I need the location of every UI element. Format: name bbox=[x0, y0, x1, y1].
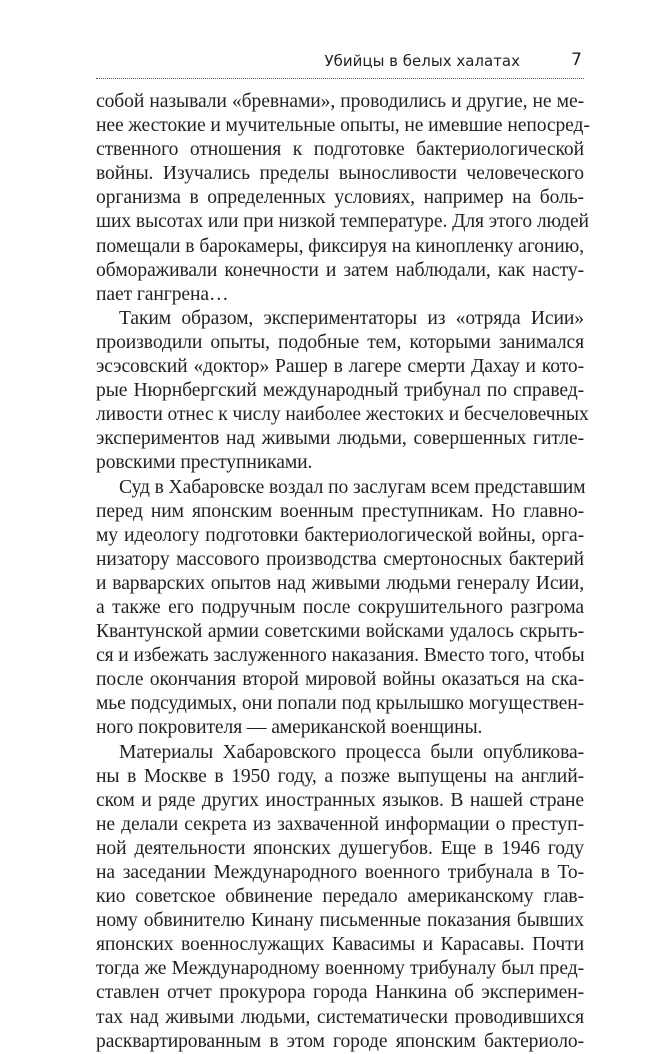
text-line: нее жестокие и мучительные опыты, не имевшие непосред- bbox=[96, 115, 590, 137]
text-line: рые Нюрнбергский международный трибунал по справед- bbox=[96, 380, 584, 402]
text-line: ставлен отчет прокурора города Нанкина об эксперимен- bbox=[96, 982, 584, 1004]
text-line: ровскими преступниками. bbox=[96, 452, 313, 474]
text-line: кио советское обвинение передало американскому глав- bbox=[96, 886, 584, 908]
paragraph bbox=[96, 90, 590, 307]
text-line: после окончания второй мировой войны оказаться на ска- bbox=[96, 669, 584, 691]
running-title: Убийцы в белых халатах bbox=[324, 52, 520, 70]
text-line: му идеологу подготовки бактериологической войны, орга- bbox=[96, 524, 584, 546]
text-line: ших высотах или при низкой температуре. Для этого людей bbox=[96, 211, 589, 233]
paragraph bbox=[96, 476, 584, 741]
text-line: экспериментов над живыми людьми, совершенных гитле- bbox=[96, 428, 584, 450]
body-text bbox=[96, 90, 590, 1054]
text-line: на заседании Международного военного трибунала в То- bbox=[96, 862, 584, 883]
text-line: организма в определенных условиях, например на боль- bbox=[96, 187, 584, 209]
text-line: Материалы Хабаровского процесса были опубликова- bbox=[119, 741, 584, 763]
text-line: ся и избежать заслуженного наказания. Вместо того, чтобы bbox=[96, 645, 585, 667]
text-line: японских военнослужащих Кавасимы и Карасавы. Почти bbox=[96, 934, 584, 956]
text-line: эсэсовский «доктор» Рашер в лагере смерти Дахау и кото- bbox=[96, 356, 584, 378]
text-line: ственного отношения к подготовке бактериологической bbox=[96, 139, 584, 161]
text-line: а также его подручным после сокрушительного разгрома bbox=[96, 596, 584, 618]
text-line: не делали секрета из захваченной информации о преступ- bbox=[96, 813, 584, 835]
text-line: пает гангрена… bbox=[96, 283, 229, 305]
text-line: Таким образом, экспериментаторы из «отряда Исии» bbox=[119, 307, 584, 329]
text-line: ском и ряде других иностранных языков. В нашей стране bbox=[96, 789, 584, 811]
text-line: низатору массового производства смертоносных бактерий bbox=[96, 548, 584, 570]
paragraph bbox=[96, 741, 584, 1054]
text-line: Квантунской армии советскими войсками удалось скрыть- bbox=[96, 621, 584, 643]
text-line: ны в Москве в 1950 году, а позже выпущены на англий- bbox=[96, 765, 584, 787]
page-number: 7 bbox=[571, 50, 582, 70]
text-line: мье подсудимых, они попали под крылышко могуществен- bbox=[96, 693, 584, 715]
running-header bbox=[96, 46, 584, 76]
text-line: ной деятельности японских душегубов. Еще в 1946 году bbox=[96, 837, 584, 859]
text-line: тогда же Международному военному трибуналу был пред- bbox=[96, 958, 584, 980]
text-line: ного покровителя — американской военщины. bbox=[96, 717, 483, 739]
text-line: собой называли «бревнами», проводились и другие, не ме- bbox=[96, 91, 584, 112]
paragraph bbox=[96, 307, 589, 476]
text-line: обмораживали конечности и затем наблюдали, как насту- bbox=[96, 259, 584, 281]
text-line: ному обвинителю Кинану письменные показания бывших bbox=[96, 910, 584, 932]
header-divider bbox=[96, 78, 584, 79]
text-line: помещали в барокамеры, фиксируя на кинопленку агонию, bbox=[96, 235, 584, 257]
text-line: расквартированным в этом городе японским бактериоло- bbox=[96, 1030, 584, 1052]
text-line: перед ним японским военным преступникам. Но главно- bbox=[96, 500, 584, 522]
text-line: Суд в Хабаровске воздал по заслугам всем представшим bbox=[119, 476, 586, 498]
text-line: войны. Изучались пределы выносливости человеческого bbox=[96, 163, 584, 185]
text-line: тах над живыми людьми, систематически проводившихся bbox=[96, 1006, 584, 1028]
text-line: производили опыты, подобные тем, которыми занимался bbox=[96, 331, 584, 353]
text-line: и варварских опытов над живыми людьми генералу Исии, bbox=[96, 572, 584, 594]
text-line: ливости отнес к числу наиболее жестоких и бесчеловечных bbox=[96, 404, 589, 426]
